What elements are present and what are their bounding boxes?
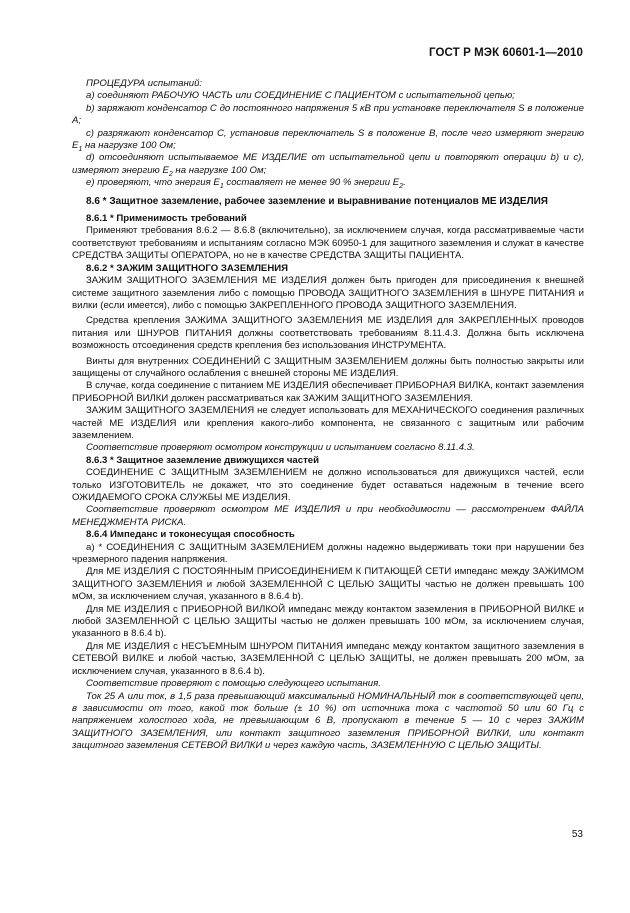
paragraph: Применяют требования 8.6.2 — 8.6.8 (включительно), за исключением случая, когда рассматриваемые части соответствуют требованиям и испытаниям согласно МЭК 60950-1 для защитного заземления и служат в качестве СРЕДСТВА ЗАЩИТЫ ОПЕРАТОРА, но не в качестве СРЕДСТВА ЗАЩИТЫ ПАЦИЕНТА.: [72, 225, 584, 262]
test-description: Ток 25 А или ток, в 1,5 раза превышающий максимальный НОМИНАЛЬНЫЙ ток в соответствующей цепи, в зависимости от того, какой ток больше (± 10 %) от источника тока с частотой 50 или 60 Гц с напряжением холостого хода, не превышающим 6 В, пропускают в течение 5 — 10 с через ЗАЖИМ ЗАЩИТНОГО ЗАЗЕМЛЕНИЯ, или контакт защитного заземления ПРИБОРНОЙ ВИЛКИ, или контакт защитного заземления СЕТЕВОЙ ВИЛКИ и через каждую часть, ЗАЗЕМЛЕННУЮ С ЦЕЛЬЮ ЗАЩИТЫ.: [72, 690, 584, 752]
procedure-step-b: b) заряжают конденсатор С до постоянного напряжения 5 кВ при установке переключателя S в положение А;: [72, 102, 584, 127]
paragraph: Для МЕ ИЗДЕЛИЯ с НЕСЪЕМНЫМ ШНУРОМ ПИТАНИЯ импеданс между контактом защитного заземления в СЕТЕВОЙ ВИЛКЕ и любой частью, ЗАЗЕМЛЕННОЙ С ЦЕЛЬЮ ЗАЩИТЫ, не должен превышать 200 мОм, за исключением случая, указанного в 8.6.4 b).: [72, 640, 584, 677]
paragraph: ЗАЖИМ ЗАЩИТНОГО ЗАЗЕМЛЕНИЯ не следует использовать для МЕХАНИЧЕСКОГО соединения различных частей МЕ ИЗДЕЛИЯ или крепления какого-либо компонента, не связанного с защитным или рабочим заземлением.: [72, 405, 584, 441]
procedure-step-e: е) проверяют, что энергия $E_1$ составляет не менее 90 % энергии $E_2$.: [86, 177, 406, 191]
section-8-6-3-heading: 8.6.3 * Защитное заземление движущихся частей: [86, 454, 320, 466]
procedure-step-d: d) отсоединяют испытываемое МЕ ИЗДЕЛИЕ от испытательной цепи и повторяют операции b) и с), измеряют энергию $E_2$ на нагрузке 100 Ом;: [72, 152, 584, 178]
paragraph: Винты для внутренних СОЕДИНЕНИЙ С ЗАЩИТНЫМ ЗАЗЕМЛЕНИЕМ должны быть полностью закрыты или защищены от случайного ослабления с внешней стороны МЕ ИЗДЕЛИЯ.: [72, 355, 584, 379]
procedure-step-a: а) соединяют РАБОЧУЮ ЧАСТЬ или СОЕДИНЕНИЕ С ПАЦИЕНТОМ с испытательной цепью;: [86, 90, 515, 102]
paragraph: Для МЕ ИЗДЕЛИЯ с ПРИБОРНОЙ ВИЛКОЙ импеданс между контактом заземления в ПРИБОРНОЙ ВИЛКЕ и любой ЗАЗЕМЛЕННОЙ С ЦЕЛЬЮ ЗАЩИТЫ частью не должен превышать 100 мОм, за исключением случая, указанного в 8.6.4 b).: [72, 603, 584, 640]
paragraph: ЗАЖИМ ЗАЩИТНОГО ЗАЗЕМЛЕНИЯ МЕ ИЗДЕЛИЯ должен быть пригоден для присоединения к внешней системе защитного заземления либо с помощью ПРОВОДА ЗАЩИТНОГО ЗАЗЕМЛЕНИЯ в ШНУРЕ ПИТАНИЯ и вилки (если имеется), либо с помощью ЗАКРЕПЛЕННОГО ПРОВОДА ЗАЩИТНОГО ЗАЗЕМЛЕНИЯ.: [72, 275, 584, 311]
compliance-note: Соответствие проверяют с помощью следующего испытания.: [86, 678, 381, 690]
compliance-note: Соответствие проверяют осмотром конструкции и испытанием согласно 8.11.4.3.: [86, 442, 475, 454]
section-8-6-4-heading: 8.6.4 Импеданс и токонесущая способность: [86, 529, 295, 541]
paragraph: СОЕДИНЕНИЕ С ЗАЩИТНЫМ ЗАЗЕМЛЕНИЕМ не должно использоваться для движущихся частей, если только ИЗГОТОВИТЕЛЬ не докажет, что это соединение будет оставаться надежным в течение всего ОЖИДАЕМОГО СРОКА СЛУЖБЫ МЕ ИЗДЕЛИЯ.: [72, 467, 584, 503]
procedure-title: ПРОЦЕДУРА испытаний:: [86, 78, 203, 89]
paragraph: а) * СОЕДИНЕНИЯ С ЗАЩИТНЫМ ЗАЗЕМЛЕНИЕМ должны надежно выдерживать токи при нарушении без чрезмерного падения напряжения.: [72, 541, 584, 566]
page-number: 53: [571, 829, 583, 840]
compliance-note: Соответствие проверяют осмотром МЕ ИЗДЕЛИЯ и при необходимости — рассмотрением ФАЙЛА МЕНЕДЖМЕНТА РИСКА.: [72, 504, 584, 528]
procedure-step-c: с) разряжают конденсатор С, установив переключатель S в положение В, после чего измеряют энергию $E_1$ на нагрузке 100 Ом;: [72, 127, 584, 153]
paragraph: Для МЕ ИЗДЕЛИЯ С ПОСТОЯННЫМ ПРИСОЕДИНЕНИЕМ К ПИТАЮЩЕЙ СЕТИ импеданс между ЗАЖИМОМ ЗАЩИТНОГО ЗАЗЕМЛЕНИЯ и любой ЗАЗЕМЛЕННОЙ С ЦЕЛЬЮ ЗАЩИТЫ частью не должен превышать 100 мОм, за исключением случая, указанного в 8.6.4 b).: [72, 566, 584, 603]
document-id: ГОСТ Р МЭК 60601-1—2010: [429, 47, 583, 59]
paragraph: В случае, когда соединение с питанием МЕ ИЗДЕЛИЯ обеспечивает ПРИБОРНАЯ ВИЛКА, контакт заземления ПРИБОРНОЙ ВИЛКИ должен рассматриваться как ЗАЖИМ ЗАЩИТНОГО ЗАЗЕМЛЕНИЯ.: [72, 380, 584, 404]
paragraph: Средства крепления ЗАЖИМА ЗАЩИТНОГО ЗАЗЕМЛЕНИЯ МЕ ИЗДЕЛИЯ для ЗАКРЕПЛЕННЫХ проводов питания или ШНУРОВ ПИТАНИЯ должны соответствовать требованиям 8.11.4.3. Должна быть исключена возможность отсоединения средств крепления без использования ИНСТРУМЕНТА.: [72, 315, 584, 352]
section-8-6-1-heading: 8.6.1 * Применимость требований: [86, 213, 247, 225]
section-8-6-heading: 8.6 * Защитное заземление, рабочее заземление и выравнивание потенциалов МЕ ИЗДЕЛИЯ: [86, 195, 548, 207]
page-body: [72, 78, 584, 753]
section-8-6-2-heading: 8.6.2 * ЗАЖИМ ЗАЩИТНОГО ЗАЗЕМЛЕНИЯ: [86, 262, 289, 274]
